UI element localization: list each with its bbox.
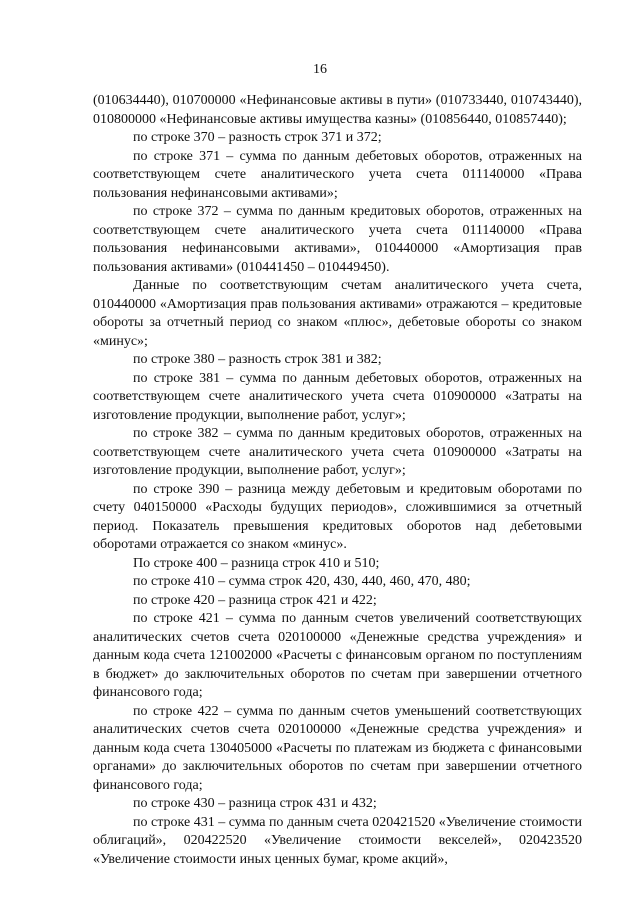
paragraph: по строке 431 – сумма по данным счета 020421520 «Увеличение стоимости облигаций», 020422520 «Увеличение стоимости векселей», 020423520 «Увеличение стоимости иных ценных бумаг, кроме акций», <box>93 814 582 867</box>
page-number: 16 <box>313 62 327 77</box>
paragraph: по строке 372 – сумма по данным кредитовых оборотов, отраженных на соответствующем счете аналитического учета счета 011140000 «Права пользования нефинансовыми активами», 010440000 «Амортизация прав пользования активами» (010441450 – 010449450). <box>93 204 582 275</box>
document-body <box>93 92 582 869</box>
paragraph: По строке 400 – разница строк 410 и 510; <box>133 555 380 571</box>
paragraph: по строке 430 – разница строк 431 и 432; <box>133 796 377 811</box>
paragraph: по строке 420 – разница строк 421 и 422; <box>133 592 377 608</box>
paragraph: по строке 390 – разница между дебетовым и кредитовым оборотами по счету 040150000 «Расходы будущих периодов», сложившимися за отчетный период. Показатель превышения кредитовых оборотов над дебетовыми оборотами отражается со знаком «минус». <box>93 481 582 552</box>
paragraph: по строке 371 – сумма по данным дебетовых оборотов, отраженных на соответствующем счете аналитического учета счета 011140000 «Права пользования нефинансовыми активами»; <box>93 148 582 201</box>
paragraph: по строке 381 – сумма по данным дебетовых оборотов, отраженных на соответствующем счете аналитического учета счета 010900000 «Затраты на изготовление продукции, выполнение работ, услуг»; <box>93 370 582 423</box>
paragraph: по строке 380 – разность строк 381 и 382; <box>133 352 382 367</box>
paragraph: по строке 410 – сумма строк 420, 430, 440, 460, 470, 480; <box>133 574 471 589</box>
paragraph: по строке 421 – сумма по данным счетов увеличений соответствующих аналитических счетов счета 020100000 «Денежные средства учреждения» и данным кода счета 121002000 «Расчеты с финансовым органом по поступлениям в бюджет» до заключительных оборотов по счетам при завершении отчетного финансового года; <box>93 611 582 700</box>
paragraph: по строке 382 – сумма по данным кредитовых оборотов, отраженных на соответствующем счете аналитического учета счета 010900000 «Затраты на изготовление продукции, выполнение работ, услуг»; <box>93 426 582 478</box>
paragraph: по строке 370 – разность строк 371 и 372; <box>133 130 382 145</box>
paragraph: Данные по соответствующим счетам аналитического учета счета, 010440000 «Амортизация прав пользования активами» отражаются – кредитовые обороты за отчетный период со знаком «плюс», дебетовые обороты со знаком «минус»; <box>93 278 582 349</box>
paragraph: по строке 422 – сумма по данным счетов уменьшений соответствующих аналитических счетов счета 020100000 «Денежные средства учреждения» и данным кода счета 130405000 «Расчеты по платежам из бюджета с финансовыми органами» до заключительных оборотов по счетам при завершении отчетного финансового года; <box>93 703 582 793</box>
paragraph: (010634440), 010700000 «Нефинансовые активы в пути» (010733440, 010743440), 010800000 «Нефинансовые активы имущества казны» (010856440, 010857440); <box>93 93 582 127</box>
